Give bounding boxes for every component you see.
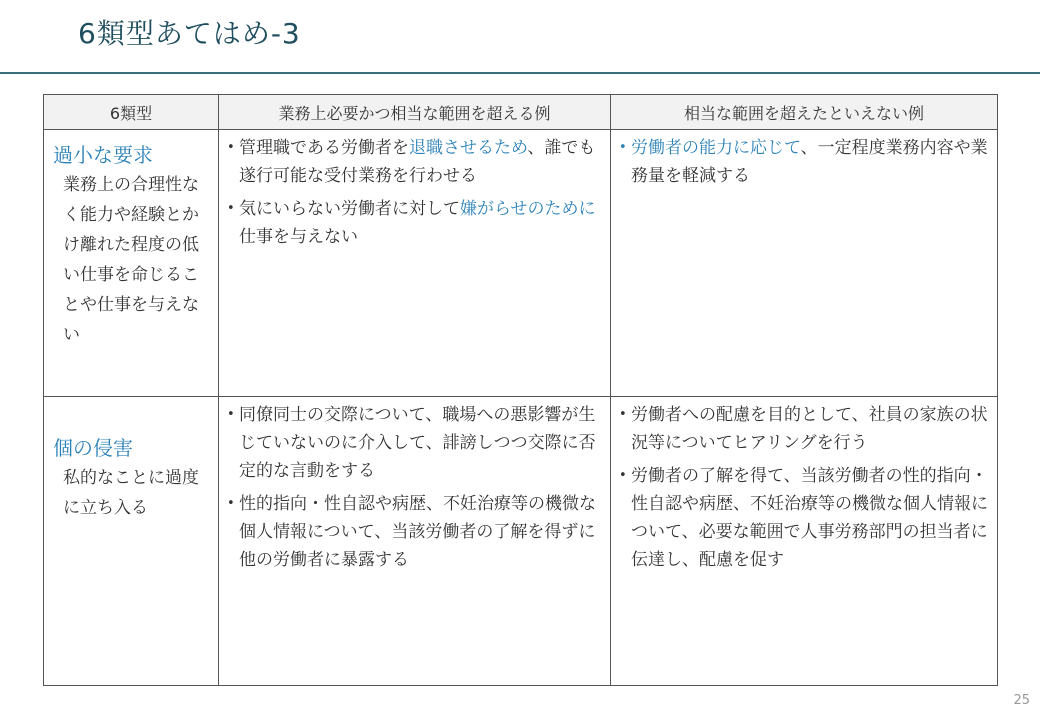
type-description: 私的なことに過度に立ち入る — [63, 468, 199, 518]
type-name: 個の侵害 — [53, 436, 133, 460]
example-bullet — [619, 134, 989, 190]
table-row — [44, 130, 998, 397]
type-cell — [44, 397, 219, 686]
example-text: 、一定程度業務内容や業務量を軽減する — [631, 138, 988, 186]
example-text: 労働者への配慮を目的として、社員の家族の状況等についてヒアリングを行う — [631, 405, 988, 453]
not-exceeding-examples-cell — [611, 130, 998, 397]
header-exceeding: 業務上必要かつ相当な範囲を超える例 — [219, 95, 611, 130]
example-text: 管理職である労働者を — [239, 138, 409, 158]
example-text: 性的指向・性自認や病歴、不妊治療等の機微な個人情報について、当該労働者の了解を得ずに他の労働者に暴露する — [239, 494, 596, 570]
example-text: 仕事を与えない — [239, 227, 358, 247]
type-name: 過小な要求 — [53, 143, 153, 167]
example-bullet — [619, 462, 989, 574]
bullet-icon: • — [227, 140, 235, 155]
example-text: 、誰でも遂行可能な受付業務を行わせる — [239, 138, 596, 186]
header-not-exceeding: 相当な範囲を超えたといえない例 — [611, 95, 998, 130]
example-bullet — [227, 195, 602, 251]
header-type: 6類型 — [44, 95, 219, 130]
bullet-icon: • — [619, 407, 627, 422]
type-cell — [44, 130, 219, 397]
example-highlight: 嫌がらせのために — [460, 199, 596, 219]
bullet-icon: • — [227, 201, 235, 216]
title-divider — [0, 72, 1040, 74]
table-row — [44, 397, 998, 686]
bullet-icon: • — [619, 468, 627, 483]
bullet-icon: • — [227, 407, 235, 422]
example-text: 労働者の了解を得て、当該労働者の性的指向・性自認や病歴、不妊治療等の機微な個人情報について、必要な範囲で人事労務部門の担当者に伝達し、配慮を促す — [631, 466, 988, 570]
type-description: 業務上の合理性なく能力や経験とかけ離れた程度の低い仕事を命じることや仕事を与えない — [63, 175, 199, 345]
example-text: 気にいらない労働者に対して — [239, 199, 460, 219]
bullet-icon: • — [619, 140, 627, 155]
bullet-icon: • — [227, 496, 235, 511]
example-bullet — [227, 401, 602, 485]
exceeding-examples-cell — [219, 397, 611, 686]
example-bullet — [619, 401, 989, 457]
exceeding-examples-cell — [219, 130, 611, 397]
page-number: 25 — [1013, 693, 1030, 708]
example-highlight: 退職させるため — [409, 138, 528, 158]
example-text: 同僚同士の交際について、職場への悪影響が生じていないのに介入して、誹謗しつつ交際に否定的な言動をする — [239, 405, 596, 481]
example-bullet — [227, 134, 602, 190]
example-bullet — [227, 490, 602, 574]
not-exceeding-examples-cell — [611, 397, 998, 686]
table-header-row — [44, 95, 998, 130]
slide-title: 6類型あてはめ-3 — [78, 17, 301, 50]
six-types-table — [43, 94, 998, 686]
example-highlight: 労働者の能力に応じて — [631, 138, 801, 158]
